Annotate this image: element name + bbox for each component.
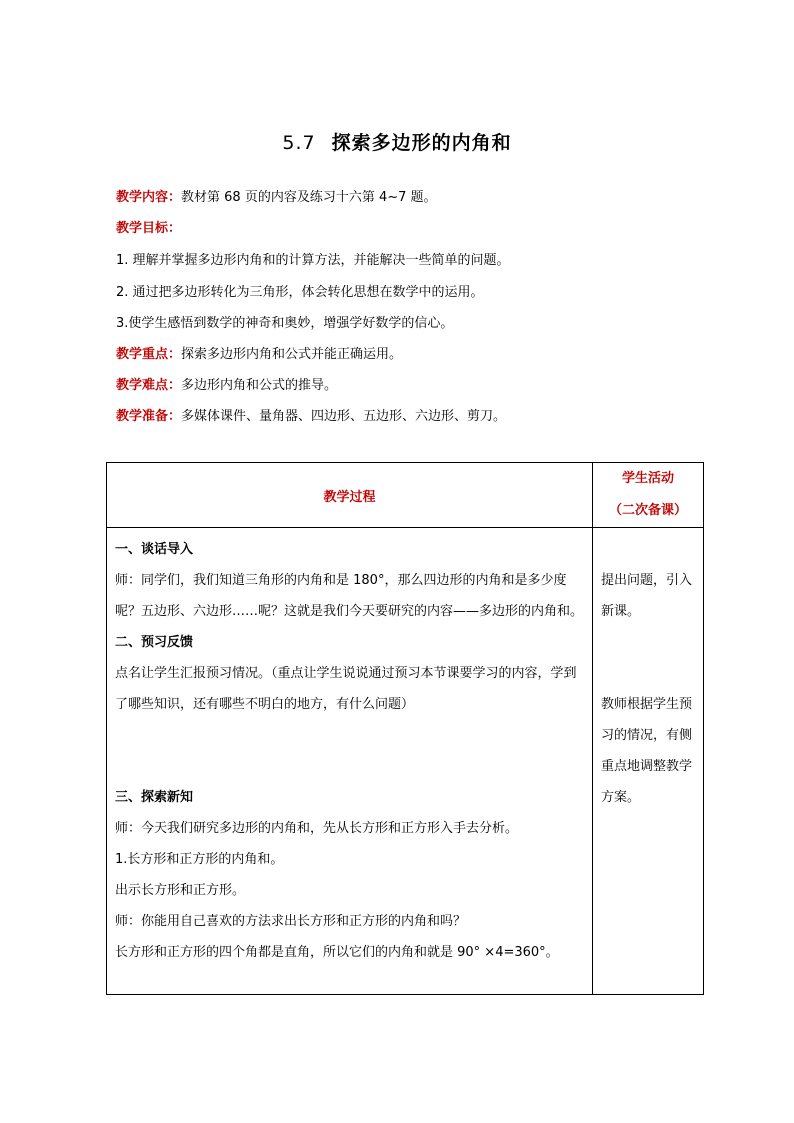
section-title: 一、谈话导入 (115, 542, 194, 557)
meta-keypoint: 教学重点：探索多边形内角和公式并能正确运用。 (116, 347, 403, 362)
meta-label: 教学目标 (116, 221, 169, 236)
meta-label: 教学重点 (116, 347, 169, 362)
student-activity-cell (593, 528, 704, 995)
meta-goals: 教学目标： (116, 221, 182, 236)
meta-content: 教学内容：教材第 68 页的内容及练习十六第 4~7 题。 (116, 190, 437, 205)
meta-text: 多媒体课件、量角器、四边形、五边形、六边形、剪刀。 (181, 409, 507, 424)
goal-2: 2. 通过把多边形转化为三角形，体会转化思想在数学中的运用。 (116, 285, 484, 300)
lesson-process-table (106, 462, 704, 995)
section-line: 1.长方形和正方形的内角和。 (115, 852, 284, 867)
goal-1: 1. 理解并掌握多边形内角和的计算方法，并能解决一些简单的问题。 (116, 253, 510, 268)
section-text: 点名让学生汇报预习情况。（重点让学生说说通过预习本节课要学习的内容，学到了哪些知识，还有哪些不明白的地方，有什么问题） (115, 666, 577, 712)
section-title: 三、探索新知 (115, 790, 194, 805)
process-cell (107, 528, 593, 995)
side-note: 提出问题，引入新课。 (601, 573, 693, 619)
lesson-title: 探索多边形的内角和 (331, 132, 512, 154)
section-text: 师：同学们，我们知道三角形的内角和是 180°，那么四边形的内角和是多少度呢？五边形、六边形……呢？这就是我们今天要研究的内容——多边形的内角和。 (115, 573, 584, 619)
goal-3: 3.使学生感悟到数学的神奇和奥妙，增强学好数学的信心。 (116, 316, 454, 331)
meta-difficulty: 教学难点：多边形内角和公式的推导。 (116, 378, 338, 393)
side-note: 教师根据学生预习的情况，有侧重点地调整教学方案。 (601, 697, 693, 805)
meta-text: 多边形内角和公式的推导。 (181, 378, 338, 393)
section-line: 师：你能用自己喜欢的方法求出长方形和正方形的内角和吗？ (115, 914, 467, 929)
section-line: 出示长方形和正方形。 (115, 883, 246, 898)
section-line: 师：今天我们研究多边形的内角和，先从长方形和正方形入手去分析。 (115, 821, 519, 836)
meta-preparation: 教学准备：多媒体课件、量角器、四边形、五边形、六边形、剪刀。 (116, 409, 507, 424)
page-title (0, 128, 794, 155)
meta-label: 教学难点 (116, 378, 169, 393)
meta-text: 教材第 68 页的内容及练习十六第 4~7 题。 (181, 190, 437, 205)
section-line: 长方形和正方形的四个角都是直角，所以它们的内角和就是 90° ×4=360°。 (115, 945, 559, 960)
header-side-line-1: 学生活动 (621, 471, 674, 486)
header-teaching-process: 教学过程 (107, 463, 593, 528)
section-title: 二、预习反馈 (115, 635, 194, 650)
meta-text: 探索多边形内角和公式并能正确运用。 (181, 347, 403, 362)
lesson-number: 5.7 (282, 132, 316, 154)
header-student-activity (593, 463, 704, 528)
meta-label: 教学内容 (116, 190, 169, 205)
meta-label: 教学准备 (116, 409, 169, 424)
header-side-line-2: （二次备课） (608, 503, 687, 518)
